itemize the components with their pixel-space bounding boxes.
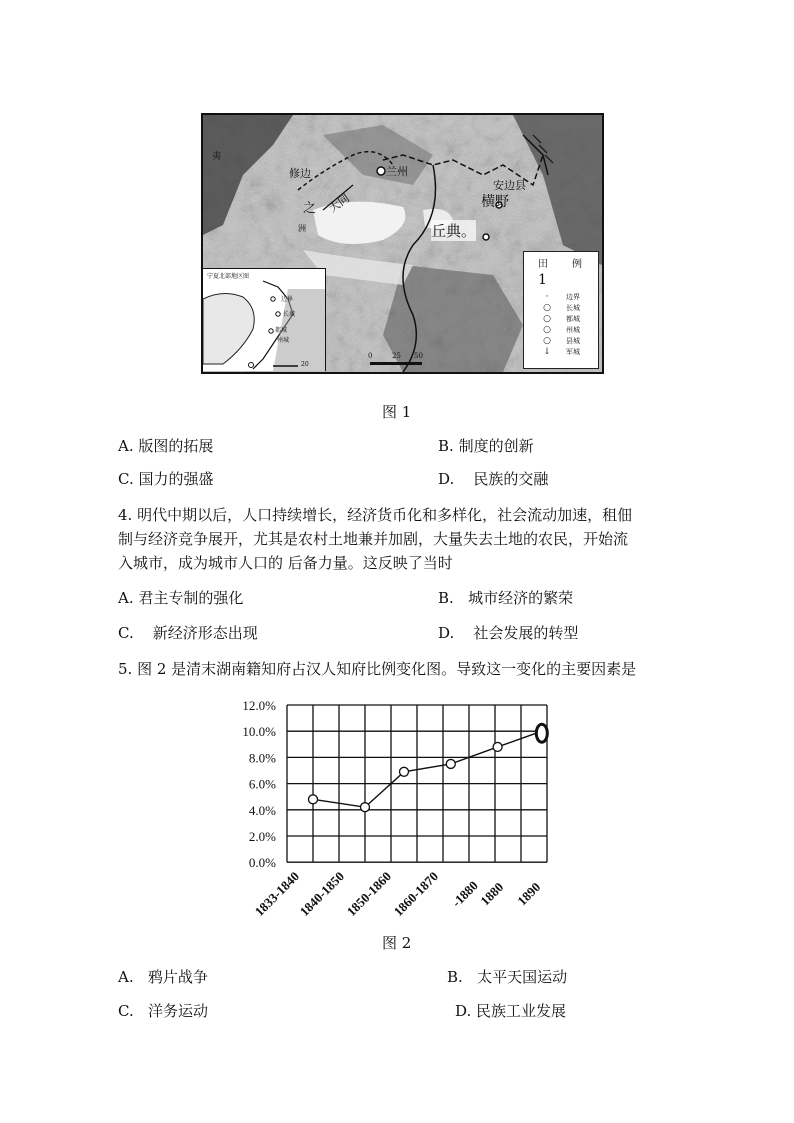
inset-map [203,268,326,371]
inset-title: 宁夏北部地区图 [207,273,250,280]
q5-option-d: D. 民族工业发展 [455,1002,567,1020]
y-tick-label: 4.0% [248,802,276,818]
inset-label: 边界 [281,296,294,303]
q5-option-a: A. 鸦片战争 [118,968,208,986]
inset-scale: 20 [301,361,309,368]
legend-item: 军城 [566,348,580,356]
x-tick-label: 1850-1860 [343,868,395,920]
legend-item-list [566,292,580,358]
q3-option-b: B. 制度的创新 [438,437,534,455]
x-tick-label: -1880 [448,877,481,910]
data-point [446,759,455,768]
map-label: 兰州 [386,165,408,178]
legend-symbols: · ○ ○ ○ ○ ↓ [543,292,551,357]
q3-option-d: D. 民族的交融 [438,470,549,488]
figure-1-caption: 图 1 [382,403,412,421]
data-point [361,803,370,812]
inset-map-drawing [203,269,325,371]
q3-option-a: A. 版图的拓展 [118,437,214,455]
data-point [400,767,409,776]
y-tick-label: 6.0% [248,776,276,792]
map-legend [523,251,599,369]
q4-stem-line: 制与经济竞争展开，尤其是农村土地兼并加剧，大量失去土地的农民，开始流 [118,530,629,548]
map-label: 丘典。 [431,222,477,240]
city-marker [483,234,489,240]
x-tick-label: 1833-1840 [251,868,303,920]
legend-title: 例 [572,259,582,270]
map-scale-bar: 0 25 50 [368,352,428,368]
q4-option-a: A. 君主专制的强化 [118,589,244,607]
city-marker [377,167,385,175]
figure-2-caption: 图 2 [382,934,412,952]
inset-label: 州城 [277,337,290,344]
x-tick-label: 1880 [477,879,507,909]
legend-item: 边界 [566,293,580,301]
x-tick-label: 1890 [514,879,544,909]
q4-stem-line: 4. 明代中期以后，人口持续增长，经济货币化和多样化，社会流动加速，租佃 [118,506,633,524]
y-tick-label: 0.0% [248,855,276,871]
q5-stem-line: 5. 图 2 是清末湖南籍知府占汉人知府比例变化图。导致这一变化的主要因素是 [118,660,637,678]
map-label: 之 [303,201,317,216]
chart-series [309,724,548,811]
figure-1-map [201,113,604,374]
data-point [536,724,547,742]
q4-option-c: C. 新经济形态出现 [118,624,258,642]
y-tick-label: 12.0% [242,698,276,713]
map-label: 横野 [481,194,509,210]
legend-item: 长城 [566,304,580,312]
figure-2-chart [230,695,560,920]
legend-marker: 1 [538,272,547,288]
legend-item: 都城 [566,315,580,323]
q4-stem-line: 入城市，成为城市人口的 后备力量。这反映了当时 [118,554,453,572]
q5-option-b: B. 太平天国运动 [447,968,568,986]
chart-grid [287,705,547,862]
series-line [313,731,542,807]
legend-item: 县城 [566,337,580,345]
legend-item: 州城 [566,326,580,334]
y-tick-label: 8.0% [248,750,276,766]
y-tick-label: 10.0% [242,724,276,740]
map-label: 洲 [298,224,306,233]
y-tick-label: 2.0% [248,829,276,844]
data-point [493,742,502,751]
map-label: 大同 [326,191,353,216]
map-label: 安边县 [493,179,526,192]
inset-label: 长城 [283,311,296,318]
map-label: 修边 [289,167,311,180]
q4-option-b: B. 城市经济的繁荣 [438,589,574,607]
x-tick-label: 1840-1850 [296,868,348,920]
map-label: 夷 [212,152,222,162]
x-tick-label: 1860-1870 [390,868,442,920]
q3-option-c: C. 国力的强盛 [118,470,214,488]
data-point [309,795,318,804]
chart-x-axis [252,869,544,919]
q5-option-c: C. 洋务运动 [118,1002,209,1020]
chart-y-axis [242,698,276,870]
legend-title: 田 [538,259,548,270]
inset-label: 都城 [275,327,288,334]
q4-option-d: D. 社会发展的转型 [438,624,579,642]
